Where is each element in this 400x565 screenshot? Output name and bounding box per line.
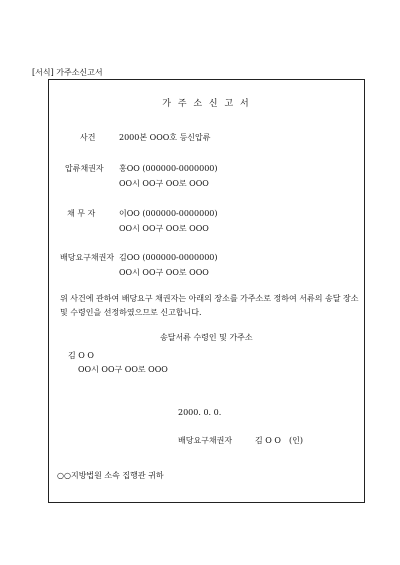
debtor-address: OO시 OO구 OO로 OOO: [119, 224, 209, 233]
signer-name: 김 O O: [255, 436, 281, 445]
creditor-address: OO시 OO구 OO로 OOO: [119, 179, 209, 188]
document-date: 2000. 0. 0.: [178, 408, 222, 417]
body-paragraph: 위 사건에 관하여 배당요구 채권자는 아래의 장소를 가주소로 정하여 서류의 송달 장소 및 수령인을 선정하였으므로 신고합니다.: [60, 294, 359, 317]
debtor-label: 채 무 자: [67, 209, 96, 218]
document-title: 가 주 소 신 고 서: [162, 99, 251, 109]
case-value: 2000본 OOO호 등신압류: [119, 133, 211, 142]
creditor-label: 압류채권자: [65, 164, 104, 173]
case-label: 사건: [80, 133, 96, 142]
recipient-name: 김 O O: [68, 351, 94, 360]
seal-mark: (인): [289, 436, 303, 445]
signer-label: 배당요구채권자: [178, 436, 233, 445]
claimant-address: OO시 OO구 OO로 OOO: [119, 268, 209, 277]
form-caption: [서식] 가주소신고서: [32, 68, 103, 77]
recipient-address: OO시 OO구 OO로 OOO: [78, 365, 168, 374]
debtor-name: 이OO (000000-0000000): [119, 209, 218, 218]
claimant-label: 배당요구채권자: [60, 253, 115, 262]
addressee: ○○지방법원 소속 집행관 귀하: [57, 471, 164, 480]
claimant-name: 김OO (000000-0000000): [119, 253, 218, 262]
creditor-name: 홍OO (000000-0000000): [119, 164, 218, 173]
section-heading: 송달서류 수령인 및 가주소: [160, 333, 253, 342]
document-frame: [48, 79, 365, 503]
